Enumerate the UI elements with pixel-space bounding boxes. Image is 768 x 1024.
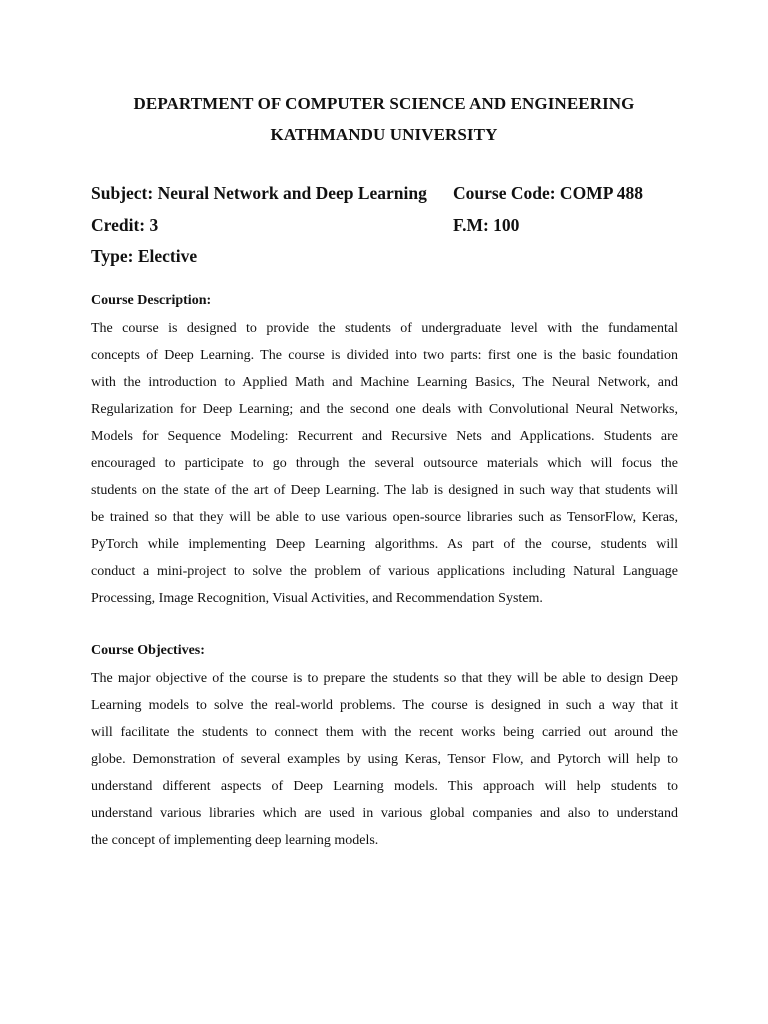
full-marks-label: F.M: 100 <box>453 215 520 235</box>
paragraph-line: will facilitate the students to connect them with the recent works being carried out around the <box>91 725 678 740</box>
paragraph-line: with the introduction to Applied Math and Machine Learning Basics, The Neural Network, and <box>91 375 678 390</box>
subject-label: Subject: Neural Network and Deep Learning <box>91 183 427 203</box>
paragraph-line: globe. Demonstration of several examples by using Keras, Tensor Flow, and Pytorch will help to <box>91 752 678 767</box>
paragraph-line: encouraged to participate to go through the several outsource materials which will focus the <box>91 456 678 471</box>
paragraph-line: understand various libraries which are used in various global companies and also to understand <box>91 806 678 821</box>
paragraph-line: be trained so that they will be able to use various open-source libraries such as TensorFlow, Keras, <box>91 510 678 525</box>
course-objectives-paragraph <box>91 665 678 854</box>
paragraph-line: Processing, Image Recognition, Visual Activities, and Recommendation System. <box>91 591 543 606</box>
university-heading: KATHMANDU UNIVERSITY <box>270 125 498 144</box>
paragraph-line: the concept of implementing deep learning models. <box>91 833 379 848</box>
course-code-label: Course Code: COMP 488 <box>453 183 644 203</box>
paragraph-line: The course is designed to provide the students of undergraduate level with the fundamental <box>91 321 678 336</box>
paragraph-line: PyTorch while implementing Deep Learning algorithms. As part of the course, students will <box>91 537 678 552</box>
paragraph-line: Models for Sequence Modeling: Recurrent and Recursive Nets and Applications. Students are <box>91 429 678 444</box>
department-heading: DEPARTMENT OF COMPUTER SCIENCE AND ENGINEERING <box>133 94 635 113</box>
paragraph-line: Learning models to solve the real-world problems. The course is designed in such a way that it <box>91 698 678 713</box>
course-objectives-title: Course Objectives: <box>91 643 205 658</box>
paragraph-line: concepts of Deep Learning. The course is divided into two parts: first one is the basic foundation <box>91 348 678 363</box>
paragraph-line: understand different aspects of Deep Learning models. This approach will help students to <box>91 779 678 794</box>
course-description-title: Course Description: <box>91 293 212 308</box>
paragraph-line: students on the state of the art of Deep Learning. The lab is designed in such way that students will <box>91 483 678 498</box>
type-label: Type: Elective <box>91 246 198 266</box>
paragraph-line: The major objective of the course is to prepare the students so that they will be able to design Deep <box>91 671 678 686</box>
credit-label: Credit: 3 <box>91 215 159 235</box>
paragraph-line: Regularization for Deep Learning; and the second one deals with Convolutional Neural Networks, <box>91 402 678 417</box>
paragraph-line: conduct a mini-project to solve the problem of various applications including Natural Language <box>91 564 678 579</box>
course-description-paragraph <box>91 315 678 612</box>
